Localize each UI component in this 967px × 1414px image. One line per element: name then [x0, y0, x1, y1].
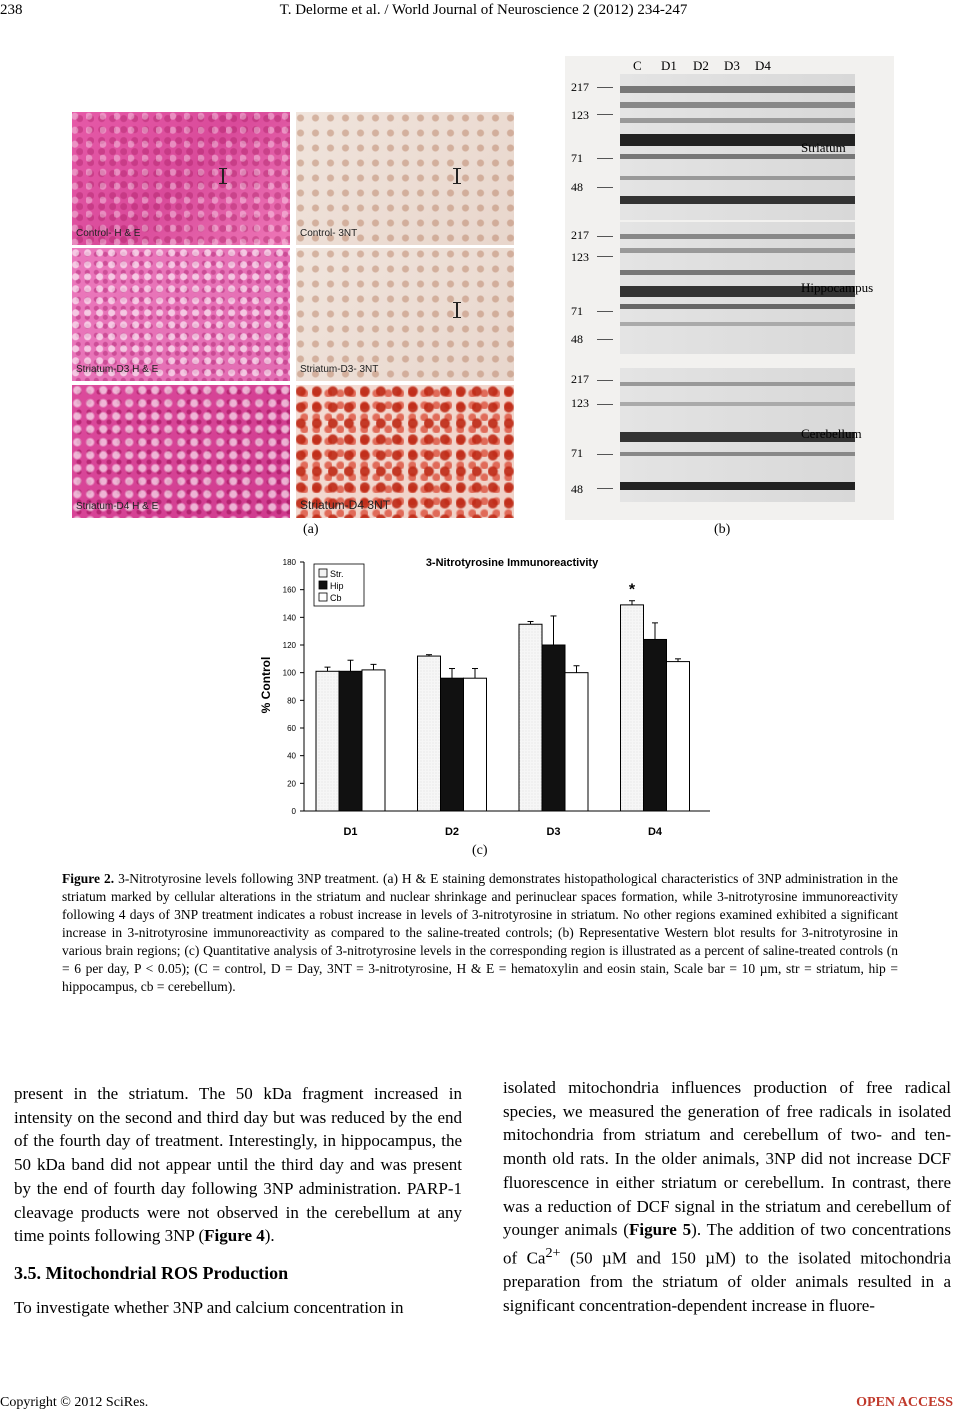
- tile-label: Control- 3NT: [300, 228, 358, 239]
- region-label: Hippocampus: [801, 280, 874, 295]
- y-tick-label: 20: [287, 779, 296, 789]
- bar-str: [519, 624, 542, 811]
- y-tick-label: 120: [282, 641, 296, 650]
- bar-str: [316, 671, 339, 811]
- bars: [316, 582, 690, 838]
- band: [620, 402, 855, 406]
- tile-striatum-d3-3nt: [296, 248, 514, 381]
- significance-marker: *: [628, 581, 636, 599]
- bar-cb: [565, 673, 588, 811]
- mw-marker: 48: [571, 332, 583, 346]
- legend-swatch: [319, 581, 327, 589]
- tile-control-he: [72, 112, 290, 245]
- figure-caption-text: 3-Nitrotyrosine levels following 3NP treatment. (a) H & E staining demonstrates histopathological characteristics of 3NP administration in the striatum marked by cellular alterations in the striatum and nuclear shrinkage and perinuclear spaces formation, while 3-nitrotyrosine immunoreactivity following 4 days of 3NP treatment indicates a robust increase in levels of 3-nitrotyrosine in striatum. No other regions examined exhibited a significant increase in 3-nitrotyrosine immunoreactivity as compared to the saline-treated controls; (b) Representative Western blot results for 3-nitrotyrosine in various brain regions; (c) Quantitative analysis of 3-nitrotyrosine levels in the corresponding region is illustrated as a percent of saline-treated controls (n = 6 per day, P < 0.05); (C = control, D = Day, 3NT = 3-nitrotyrosine, H & E = hematoxylin and eosin stain, Scale bar = 10 µm, str = striatum, hip = hippocampus, cb = cerebellum).: [62, 871, 898, 994]
- y-tick-label: 180: [282, 558, 296, 567]
- legend-label: Str.: [330, 569, 344, 579]
- x-tick-label: D1: [343, 826, 358, 838]
- paragraph-text: (50 µM and 150 µM) to the isolated mitochondria preparation from the striatum of older animals resulted in a significant concentration-dependent increase in fluore-: [503, 1248, 952, 1315]
- figure-caption: [62, 870, 898, 996]
- y-tick-label: 0: [291, 807, 296, 816]
- mw-tick: [597, 404, 613, 405]
- band: [620, 322, 855, 326]
- footer-open-access: OPEN ACCESS: [856, 1395, 953, 1410]
- panel-b-caption: (b): [714, 522, 731, 537]
- y-axis-label: % Control: [259, 656, 273, 714]
- running-title: T. Delorme et al. / World Journal of Neuroscience 2 (2012) 234-247: [279, 2, 688, 18]
- mw-tick: [597, 311, 613, 312]
- tile-control-3nt: [296, 112, 514, 245]
- lane-label: D3: [724, 58, 740, 73]
- paragraph: [14, 1082, 462, 1248]
- tile-label: Striatum-D3 H & E: [76, 364, 159, 375]
- band: [620, 176, 855, 180]
- bar-hip: [542, 645, 565, 811]
- figure-label: Figure 2.: [62, 871, 115, 886]
- mw-tick: [597, 454, 613, 455]
- lane-label: D1: [661, 58, 677, 73]
- tile-label: Striatum-D4 3NT: [300, 498, 391, 512]
- lane-label: C: [633, 58, 642, 73]
- left-column: [14, 1082, 462, 1319]
- tile-striatum-d4-he: [72, 385, 290, 518]
- mw-tick: [597, 380, 613, 381]
- bar-chart: [240, 550, 720, 850]
- mw-marker: 71: [571, 304, 583, 318]
- mw-tick: [597, 87, 613, 88]
- bar-cb: [667, 662, 690, 811]
- right-column: [503, 1076, 951, 1318]
- legend-swatch: [319, 593, 327, 601]
- mw-marker: 217: [571, 80, 589, 94]
- mw-marker: 217: [571, 228, 589, 242]
- band: [620, 270, 855, 275]
- panel-c-caption: (c): [472, 843, 488, 858]
- mw-tick: [597, 256, 613, 257]
- bar-hip: [644, 639, 667, 811]
- bar-cb: [362, 670, 385, 811]
- panel-a-caption: (a): [303, 522, 319, 537]
- paragraph-text: isolated mitochondria influences production of free radical species, we measured the generation of free radicals in isolated mitochondria from striatum and cerebellum of two- and ten-month old rats. In the older animals, 3NP did not increase DCF fluorescence in either striatum or cerebellum. In contrast, there was a reduction of DCF signal in the striatum and cerebellum of younger animals (: [503, 1078, 951, 1240]
- figure-ref[interactable]: Figure 5: [628, 1220, 692, 1240]
- mw-tick: [597, 187, 613, 188]
- band: [620, 102, 855, 108]
- tile-striatum-d4-3nt: [296, 385, 514, 518]
- band: [620, 234, 855, 239]
- tile-label: Striatum-D4 H & E: [76, 501, 159, 512]
- legend: [314, 564, 364, 606]
- y-tick-label: 160: [282, 585, 296, 595]
- x-tick-label: D3: [546, 826, 561, 838]
- mw-marker: 71: [571, 151, 583, 165]
- mw-tick: [597, 158, 613, 159]
- band: [620, 482, 855, 490]
- x-tick-label: D4: [647, 826, 663, 838]
- y-tick-label: 100: [282, 668, 296, 678]
- mw-tick: [597, 339, 613, 340]
- region-label: Striatum: [801, 140, 846, 155]
- paragraph: To investigate whether 3NP and calcium concentration in: [14, 1297, 404, 1317]
- bar-str: [621, 605, 644, 811]
- tile-label: Striatum-D3- 3NT: [300, 364, 379, 375]
- scale-bar: [456, 302, 458, 318]
- bar-str: [418, 656, 441, 811]
- figure-ref[interactable]: Figure 4: [204, 1226, 265, 1246]
- lane-label: D2: [693, 58, 709, 73]
- y-tick-label: 80: [287, 696, 296, 706]
- footer-copyright: Copyright © 2012 SciRes.: [0, 1395, 149, 1410]
- section-heading: 3.5. Mitochondrial ROS Production: [14, 1262, 289, 1283]
- mw-tick: [597, 114, 613, 115]
- mw-marker: 217: [571, 372, 589, 386]
- mw-marker: 48: [571, 180, 583, 194]
- bar-cb: [464, 678, 487, 811]
- lane-label: D4: [755, 58, 771, 73]
- band: [620, 304, 855, 309]
- mw-marker: 71: [571, 446, 583, 460]
- chart-title: 3-Nitrotyrosine Immunoreactivity: [425, 557, 599, 569]
- tile-label: Control- H & E: [76, 228, 141, 239]
- mw-marker: 48: [571, 482, 583, 496]
- y-tick-label: 40: [287, 751, 296, 761]
- mw-marker: 123: [571, 250, 589, 264]
- paragraph-text: ). The addition of two concentrations of Ca: [503, 1220, 951, 1268]
- mw-marker: 123: [571, 108, 589, 122]
- scale-bar: [222, 168, 224, 184]
- x-tick-label: D2: [444, 826, 460, 838]
- band: [620, 118, 855, 123]
- legend-label: Hip: [330, 581, 344, 591]
- paragraph-text: ).: [264, 1226, 275, 1246]
- y-tick-label: 60: [287, 724, 296, 733]
- band: [620, 86, 855, 93]
- mw-tick: [597, 236, 613, 237]
- region-label: Cerebellum: [801, 426, 862, 441]
- band: [620, 248, 855, 253]
- paragraph: [503, 1076, 951, 1318]
- paragraph-text: present in the striatum. The 50 kDa fragment increased in intensity on the second and third day but was reduced by the end of the fourth day of treatment. Interestingly, in hippocampus, the 50 kDa band did not appear until the third day and was present by the end of fourth day following 3NP administration. PARP-1 cleavage products were not observed in the cerebellum at any time points following 3NP (: [14, 1084, 462, 1246]
- bar-hip: [339, 671, 362, 811]
- bar-hip: [441, 678, 464, 811]
- tile-striatum-d3-he: [72, 248, 290, 381]
- band: [620, 196, 855, 204]
- superscript: 2+: [545, 1244, 561, 1261]
- page-number: 238: [0, 2, 23, 18]
- mw-marker: 123: [571, 396, 589, 410]
- y-tick-label: 140: [282, 613, 296, 623]
- legend-label: Cb: [330, 593, 342, 603]
- western-blot-panel: [565, 56, 894, 520]
- mw-tick: [597, 488, 613, 489]
- band: [620, 452, 855, 456]
- band: [620, 382, 855, 386]
- scale-bar: [456, 168, 458, 184]
- legend-swatch: [319, 569, 327, 577]
